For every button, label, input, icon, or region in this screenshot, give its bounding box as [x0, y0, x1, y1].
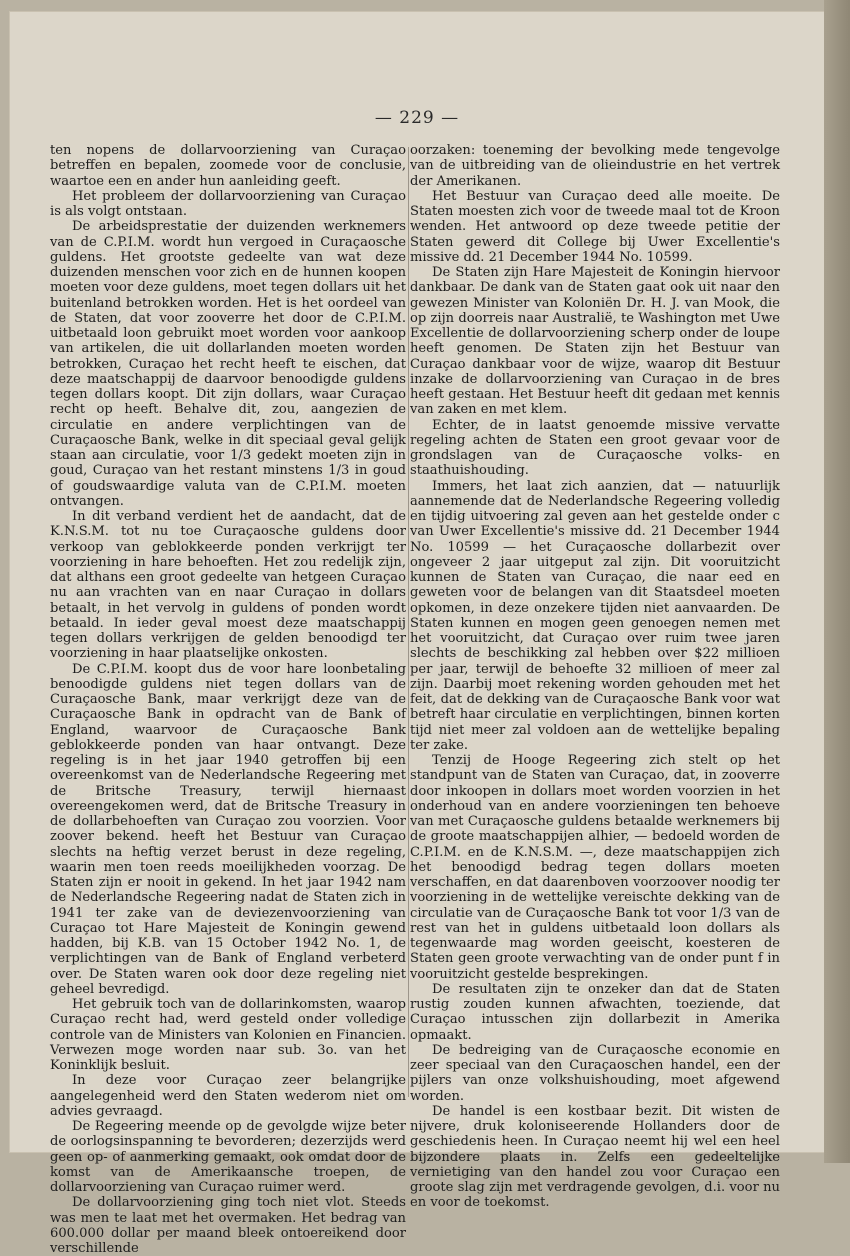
paragraph: De dollarvoorziening ging toch niet vlot. Steeds was men te laat met het overmaken. Het bedrag van 600.000 dollar per maand bleek ontoereikend door verschillende: [50, 1195, 406, 1256]
paragraph: In deze voor Curaçao zeer belangrijke aangelegenheid werd den Staten wederom niet om advies gevraagd.: [50, 1073, 406, 1119]
paragraph: Het Bestuur van Curaçao deed alle moeite. De Staten moesten zich voor de tweede maal tot de Kroon wenden. Het antwoord op deze tweede petitie der Staten gewerd dit College bij Uwer Excellentie's missive dd. 21 December 1944 No. 10599.: [410, 188, 780, 265]
paragraph: De bedreiging van de Curaçaosche economie en zeer speciaal van den Curaçaoschen handel, een der pijlers van onze volkshuishouding, moet afgewend worden.: [410, 1042, 780, 1104]
paragraph: De Staten zijn Hare Majesteit de Koningin hiervoor dankbaar. De dank van de Staten gaat ook uit naar den gewezen Minister van Koloniën Dr. H. J. van Mook, die op zijn doorreis naar Australië, te Washington met Uwe Excellentie de dollarvoorziening scherp onder de loupe heeft genomen. De Staten zijn het Bestuur van Curaçao dankbaar voor de wijze, waarop dit Bestuur inzake de dollarvoorziening van Curaçao in de bres heeft gestaan. Het Bestuur heeft dit gedaan met kennis van zaken en met klem.: [410, 265, 780, 418]
paragraph: ten nopens de dollarvoorziening van Curaçao betreffen en bepalen, zoomede voor de conclusie, waartoe een en ander hun aanleiding geeft.: [50, 143, 406, 189]
paragraph: oorzaken: toeneming der bevolking mede tengevolge van de uitbreiding van de olieindustrie en het vertrek der Amerikanen.: [410, 143, 780, 189]
left-column: [50, 143, 406, 1256]
paragraph: Het probleem der dollarvoorziening van Curaçao is als volgt ontstaan.: [50, 188, 406, 219]
paragraph: Echter, de in laatst genoemde missive vervatte regeling achten de Staten een groot gevaar voor de grondslagen van de Curaçaosche volks- en staathuishouding.: [410, 417, 780, 479]
right-column: [410, 143, 780, 1211]
paragraph: De arbeidsprestatie der duizenden werknemers van de C.P.I.M. wordt hun vergoed in Curaçaosche guldens. Het grootste gedeelte van wat deze duizenden menschen voor zich en de hunnen koopen moeten voor deze guldens, moet tegen dollars uit het buitenland betrokken worden. Het is het oordeel van de Staten, dat voor zooverre het door de C.P.I.M. uitbetaald loon gebruikt moet worden voor aankoop van artikelen, die uit dollarlanden moeten worden betrokken, Curaçao het recht heeft te eischen, dat deze maatschappij de daarvoor benoodigde guldens tegen dollars koopt. Dit zijn dollars, waar Curaçao recht op heeft. Behalve dit, zou, aangezien de circulatie en andere verplichtingen van de Curaçaosche Bank, welke in dit speciaal geval gelijk staan aan circulatie, voor 1/3 gedekt moeten zijn in goud, Curaçao van het restant minstens 1/3 in goud of goudswaardige valuta van de C.P.I.M. moeten ontvangen.: [50, 219, 406, 509]
paragraph: De resultaten zijn te onzeker dan dat de Staten rustig zouden kunnen afwachten, toeziende, dat Curaçao intusschen zijn dollarbezit in Amerika opmaakt.: [410, 981, 780, 1043]
paragraph: De C.P.I.M. koopt dus de voor hare loonbetaling benoodigde guldens niet tegen dollars van de Curaçaosche Bank, maar verkrijgt deze van de Curaçaosche Bank in opdracht van de Bank of England, waarvoor de Curaçaosche Bank geblokkeerde ponden van haar ontvangt. Deze regeling is in het jaar 1940 getroffen bij een overeenkomst van de Nederlandsche Regeering met de Britsche Treasury, terwijl hiernaast overeengekomen werd, dat de Britsche Treasury in de dollarbehoeften van Curaçao zou voorzien. Voor zoover bekend. heeft het Bestuur van Curaçao slechts na heftig verzet berust in deze regeling, waarin men toen reeds moeilijkheden voorzag. De Staten zijn er nooit in gekend. In het jaar 1942 nam de Nederlandsche Regeering nadat de Staten zich in 1941 ter zake van de deviezenvoorziening van Curaçao tot Hare Majesteit de Koningin gewend hadden, bij K.B. van 15 October 1942 No. 1, de verplichtingen van de Bank of England verbeterd over. De Staten waren ook door deze regeling niet geheel bevredigd.: [50, 661, 406, 997]
paragraph: De handel is een kostbaar bezit. Dit wisten de nijvere, druk koloniseerende Hollanders door de geschiedenis heen. In Curaçao neemt hij wel een heel bijzondere plaats in. Zelfs een gedeeltelijke vernietiging van den handel zou voor Curaçao een groote slag zijn met verdragende gevolgen, d.i. voor nu en voor de toekomst.: [410, 1103, 780, 1211]
book-spine-edge: [824, 0, 850, 1163]
column-divider: [408, 147, 409, 1097]
paragraph: Tenzij de Hooge Regeering zich stelt op het standpunt van de Staten van Curaçao, dat, in zooverre door inkoopen in dollars moet worden voorzien in het onderhoud van en andere voorzieningen ten behoeve van met Curaçaosche guldens betaalde werknemers bij de groote maatschappijen alhier, — bedoeld worden de C.P.I.M. en de K.N.S.M. —, deze maatschappijen zich het benoodigd bedrag tegen dollars moeten verschaffen, en dat daarenboven voorzoover noodig ter voorziening in de wettelijke vereischte dekking van de circulatie van de Curaçaosche Bank tot voor 1/3 van de rest van het in guldens uitbetaald loon dollars als tegenwaarde mag worden geeischt, koesteren de Staten geen groote verwachting van de onder punt f in vooruitzicht gestelde besprekingen.: [410, 753, 780, 982]
paragraph: Het gebruik toch van de dollarinkomsten, waarop Curaçao recht had, werd gesteld onder volledige controle van de Ministers van Kolonien en Financien. Verwezen moge worden naar sub. 3o. van het Koninklijk besluit.: [50, 997, 406, 1073]
document-page: [10, 12, 824, 1256]
paragraph: Immers, het laat zich aanzien, dat — natuurlijk aannemende dat de Nederlandsche Regeering volledig en tijdig uitvoering zal geven aan het gestelde onder c van Uwer Excellentie's missive dd. 21 December 1944 No. 10599 — het Curaçaosche dollarbezit over ongeveer 2 jaar uitgeput zal zijn. Dit vooruitzicht kunnen de Staten van Curaçao, die naar eed en geweten voor de belangen van dit Staatsdeel moeten opkomen, in deze onzekere tijden niet aanvaarden. De Staten kunnen en mogen geen genoegen nemen met het vooruitzicht, dat Curaçao over ruim twee jaren slechts de beschikking zal hebben over $22 millioen per jaar, terwijl de behoefte 32 millioen of meer zal zijn. Daarbij moet rekening worden gehouden met het feit, dat de dekking van de Curaçaosche Bank voor wat betreft haar circulatie en verplichtingen, binnen korten tijd niet meer zal voldoen aan de wettelijke bepaling ter zake.: [410, 478, 780, 753]
paragraph: De Regeering meende op de gevolgde wijze beter de oorlogsinspanning te bevorderen; dezerzijds werd geen op- of aanmerking gemaakt, ook omdat door de komst van de Amerikaansche troepen, de dollarvoorziening van Curaçao ruimer werd.: [50, 1119, 406, 1195]
paragraph: In dit verband verdient het de aandacht, dat de K.N.S.M. tot nu toe Curaçaosche guldens door verkoop van geblokkeerde ponden verkrijgt ter voorziening in hare behoeften. Het zou redelijk zijn, dat althans een groot gedeelte van hetgeen Curaçao nu aan vrachten van en naar Curaçao in dollars betaalt, in het vervolg in guldens of ponden wordt betaald. In ieder geval moest deze maatschappij tegen dollars verkrijgen de gelden benoodigd ter voorziening in haar plaatselijke onkosten.: [50, 509, 406, 662]
page-number: — 229 —: [374, 108, 460, 128]
